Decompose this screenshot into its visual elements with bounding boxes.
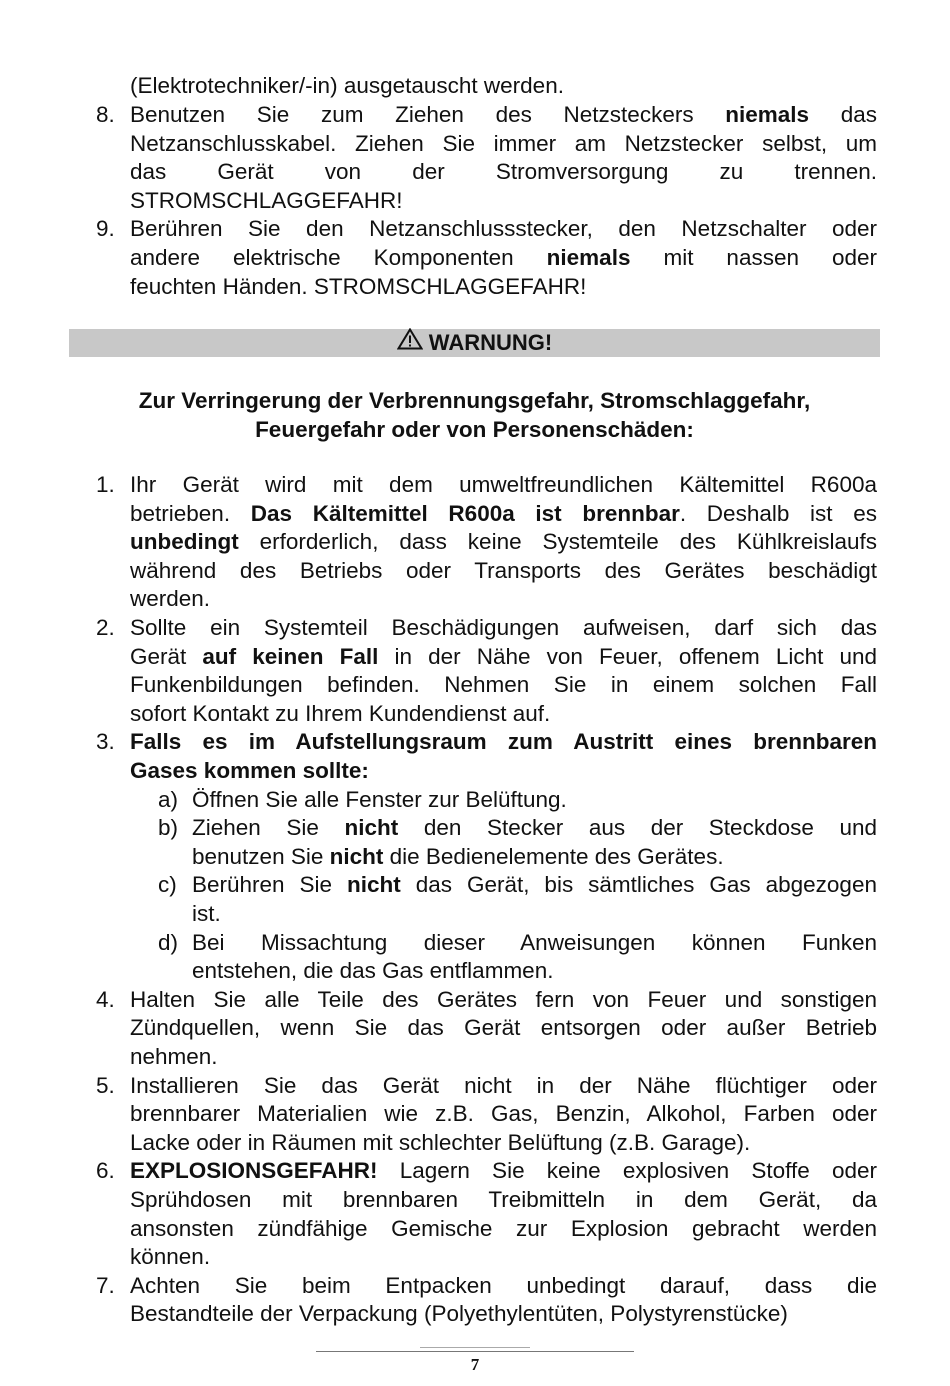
text-run: mit nassen oder	[630, 244, 877, 270]
bold-text: niemals	[725, 102, 810, 127]
text-run: Lagern Sie keine explosiven Stoffe oder	[377, 1158, 877, 1184]
bold-text: Falls es im Aufstellungsraum zum Austritt eines brennbaren	[130, 729, 877, 755]
list-item	[192, 871, 877, 928]
text-run: erforderlich, dass keine Systemteile des Kühlkreislaufs	[238, 529, 877, 555]
text-run: betrieben.	[130, 500, 251, 526]
text-run: Installieren Sie das Gerät nicht in der Nähe flüchtiger oder	[130, 1072, 877, 1098]
text-run: Öffnen Sie alle Fenster zur Belüftung.	[192, 786, 567, 812]
bold-text: nicht	[329, 843, 384, 869]
item-line	[130, 728, 877, 757]
item-line	[130, 757, 877, 786]
item-line	[130, 643, 877, 672]
bold-text: Das Kältemittel R600a ist brennbar	[250, 500, 680, 526]
item-number: d)	[158, 929, 179, 955]
bold-text: auf keinen Fall	[202, 643, 379, 669]
item-line	[192, 843, 877, 872]
warning-label: WARNUNG!	[428, 330, 553, 355]
bold-text: unbedingt	[130, 529, 239, 555]
text-run: . Deshalb ist es	[679, 500, 877, 526]
item-number: b)	[158, 815, 179, 841]
text-run: sofort Kontakt zu Ihrem Kundendienst auf.	[130, 700, 551, 726]
item-number: 2.	[96, 615, 115, 640]
item-line	[130, 1157, 877, 1186]
text-run: in der Nähe von Feuer, offenem Licht und	[378, 643, 877, 669]
text-run: Berühren Sie den Netzanschlussstecker, den Netzschalter oder	[130, 216, 877, 242]
bold-text: EXPLOSIONSGEFAHR!	[130, 1158, 378, 1184]
item-number: 7.	[96, 1272, 115, 1298]
text-run: Netzanschlusskabel. Ziehen Sie immer am Netzstecker selbst, um	[130, 130, 877, 156]
item-line	[130, 158, 877, 187]
list-item	[130, 986, 877, 1072]
item-line	[130, 1129, 877, 1158]
item-line	[130, 1215, 877, 1244]
item-line	[130, 1272, 877, 1301]
text-run: können.	[130, 1244, 211, 1270]
text-run: Ihr Gerät wird mit dem umweltfreundlichen Kältemittel R600a	[130, 472, 877, 497]
list-item	[192, 814, 877, 871]
list-item	[130, 1072, 877, 1158]
footer-rule	[316, 1351, 634, 1352]
item-line	[130, 1243, 877, 1272]
continuation-text	[130, 72, 877, 101]
list-item	[130, 101, 877, 215]
text-run: entstehen, die das Gas entflammen.	[192, 958, 554, 984]
item-line	[130, 585, 877, 614]
safety-heading	[69, 386, 880, 444]
bold-text: Gases kommen sollte:	[130, 757, 369, 783]
text-run: benutzen Sie	[192, 843, 330, 869]
text-run: nehmen.	[130, 1043, 218, 1069]
item-number: 3.	[96, 729, 115, 755]
text-run: ansonsten zündfähige Gemische zur Explosion gebracht werden	[130, 1215, 877, 1241]
text-run: Funkenbildungen befinden. Nehmen Sie in einem solchen Fall	[130, 672, 877, 698]
text-run: Gerät	[130, 643, 203, 669]
text-run: das Gerät von der Stromversorgung zu trennen.	[130, 159, 877, 185]
list-item	[130, 1272, 877, 1329]
text-run: Sollte ein Systemteil Beschädigungen aufweisen, darf sich das	[130, 615, 877, 640]
item-number: 1.	[96, 472, 115, 497]
item-number: 5.	[96, 1072, 115, 1098]
list-item	[130, 614, 877, 728]
item-line	[130, 130, 877, 159]
item-line	[130, 700, 877, 729]
item-number: 4.	[96, 986, 115, 1012]
item-line	[130, 273, 877, 302]
bold-text: niemals	[546, 244, 631, 270]
text-run: Achten Sie beim Entpacken unbedingt darauf, dass die	[130, 1272, 877, 1298]
warning-banner	[69, 329, 880, 357]
text-run: Berühren Sie	[192, 872, 347, 898]
item-line	[130, 986, 877, 1015]
item-line	[192, 786, 877, 815]
text-run: andere elektrische Komponenten	[130, 244, 547, 270]
text-run: ist.	[192, 900, 221, 926]
item-line	[130, 528, 877, 557]
item-number: 9.	[96, 216, 115, 242]
item-line	[130, 1043, 877, 1072]
item-line	[192, 900, 877, 929]
list-item	[192, 786, 877, 815]
item-line	[130, 101, 877, 130]
page-number: 7	[470, 1355, 480, 1374]
item-line	[192, 957, 877, 986]
text-run: Bei Missachtung dieser Anweisungen können Funken	[192, 929, 877, 955]
list-item	[130, 215, 877, 301]
item-line	[130, 1100, 877, 1129]
list-item	[192, 929, 877, 986]
bold-text: nicht	[347, 872, 401, 898]
heading-line: Zur Verringerung der Verbrennungsgefahr, Stromschlaggefahr,	[138, 388, 811, 413]
text-run: das	[809, 102, 877, 127]
text-run: Bestandteile der Verpackung (Polyethylentüten, Polystyrenstücke)	[130, 1301, 788, 1327]
list-item	[130, 1157, 877, 1271]
continuation-line: (Elektrotechniker/-in) ausgetauscht werden.	[130, 73, 564, 98]
text-run: werden.	[130, 586, 211, 612]
warning-triangle-icon	[397, 328, 423, 357]
text-run: Zündquellen, wenn Sie das Gerät entsorgen oder außer Betrieb	[130, 1015, 877, 1041]
text-run: Ziehen Sie	[192, 815, 345, 841]
text-run: feuchten Händen. STROMSCHLAGGEFAHR!	[130, 273, 587, 299]
text-run: die Bedienelemente des Gerätes.	[383, 843, 724, 869]
text-run: STROMSCHLAGGEFAHR!	[130, 187, 403, 213]
text-run: Sprühdosen mit brennbaren Treibmitteln in dem Gerät, da	[130, 1186, 877, 1212]
item-line	[130, 215, 877, 244]
item-line	[130, 244, 877, 273]
footer-rule	[420, 1347, 530, 1348]
item-line	[130, 614, 877, 643]
bold-text: nicht	[344, 815, 399, 841]
item-line	[130, 671, 877, 700]
text-run: Benutzen Sie zum Ziehen des Netzsteckers	[130, 102, 726, 127]
text-run: Halten Sie alle Teile des Gerätes fern von Feuer und sonstigen	[130, 986, 877, 1012]
item-number: c)	[158, 872, 177, 898]
text-run: brennbarer Materialien wie z.B. Gas, Benzin, Alkohol, Farben oder	[130, 1101, 877, 1127]
list-item	[130, 728, 877, 785]
heading-line: Feuergefahr oder von Personenschäden:	[255, 417, 694, 442]
item-line	[192, 871, 877, 900]
item-line	[192, 814, 877, 843]
text-run: den Stecker aus der Steckdose und	[398, 815, 877, 841]
item-line	[130, 1072, 877, 1101]
item-number: a)	[158, 786, 179, 812]
item-line	[130, 1300, 877, 1329]
text-run: Lacke oder in Räumen mit schlechter Belüftung (z.B. Garage).	[130, 1129, 751, 1155]
item-number: 6.	[96, 1158, 115, 1184]
list-item	[130, 471, 877, 614]
item-line	[130, 500, 877, 529]
item-line	[130, 471, 877, 500]
text-run: während des Betriebs oder Transports des Gerätes beschädigt	[130, 557, 877, 583]
item-number: 8.	[96, 102, 115, 127]
item-line	[130, 1186, 877, 1215]
text-run: das Gerät, bis sämtliches Gas abgezogen	[400, 872, 877, 898]
item-line	[192, 929, 877, 958]
item-line	[130, 187, 877, 216]
item-line	[130, 557, 877, 586]
item-line	[130, 1014, 877, 1043]
